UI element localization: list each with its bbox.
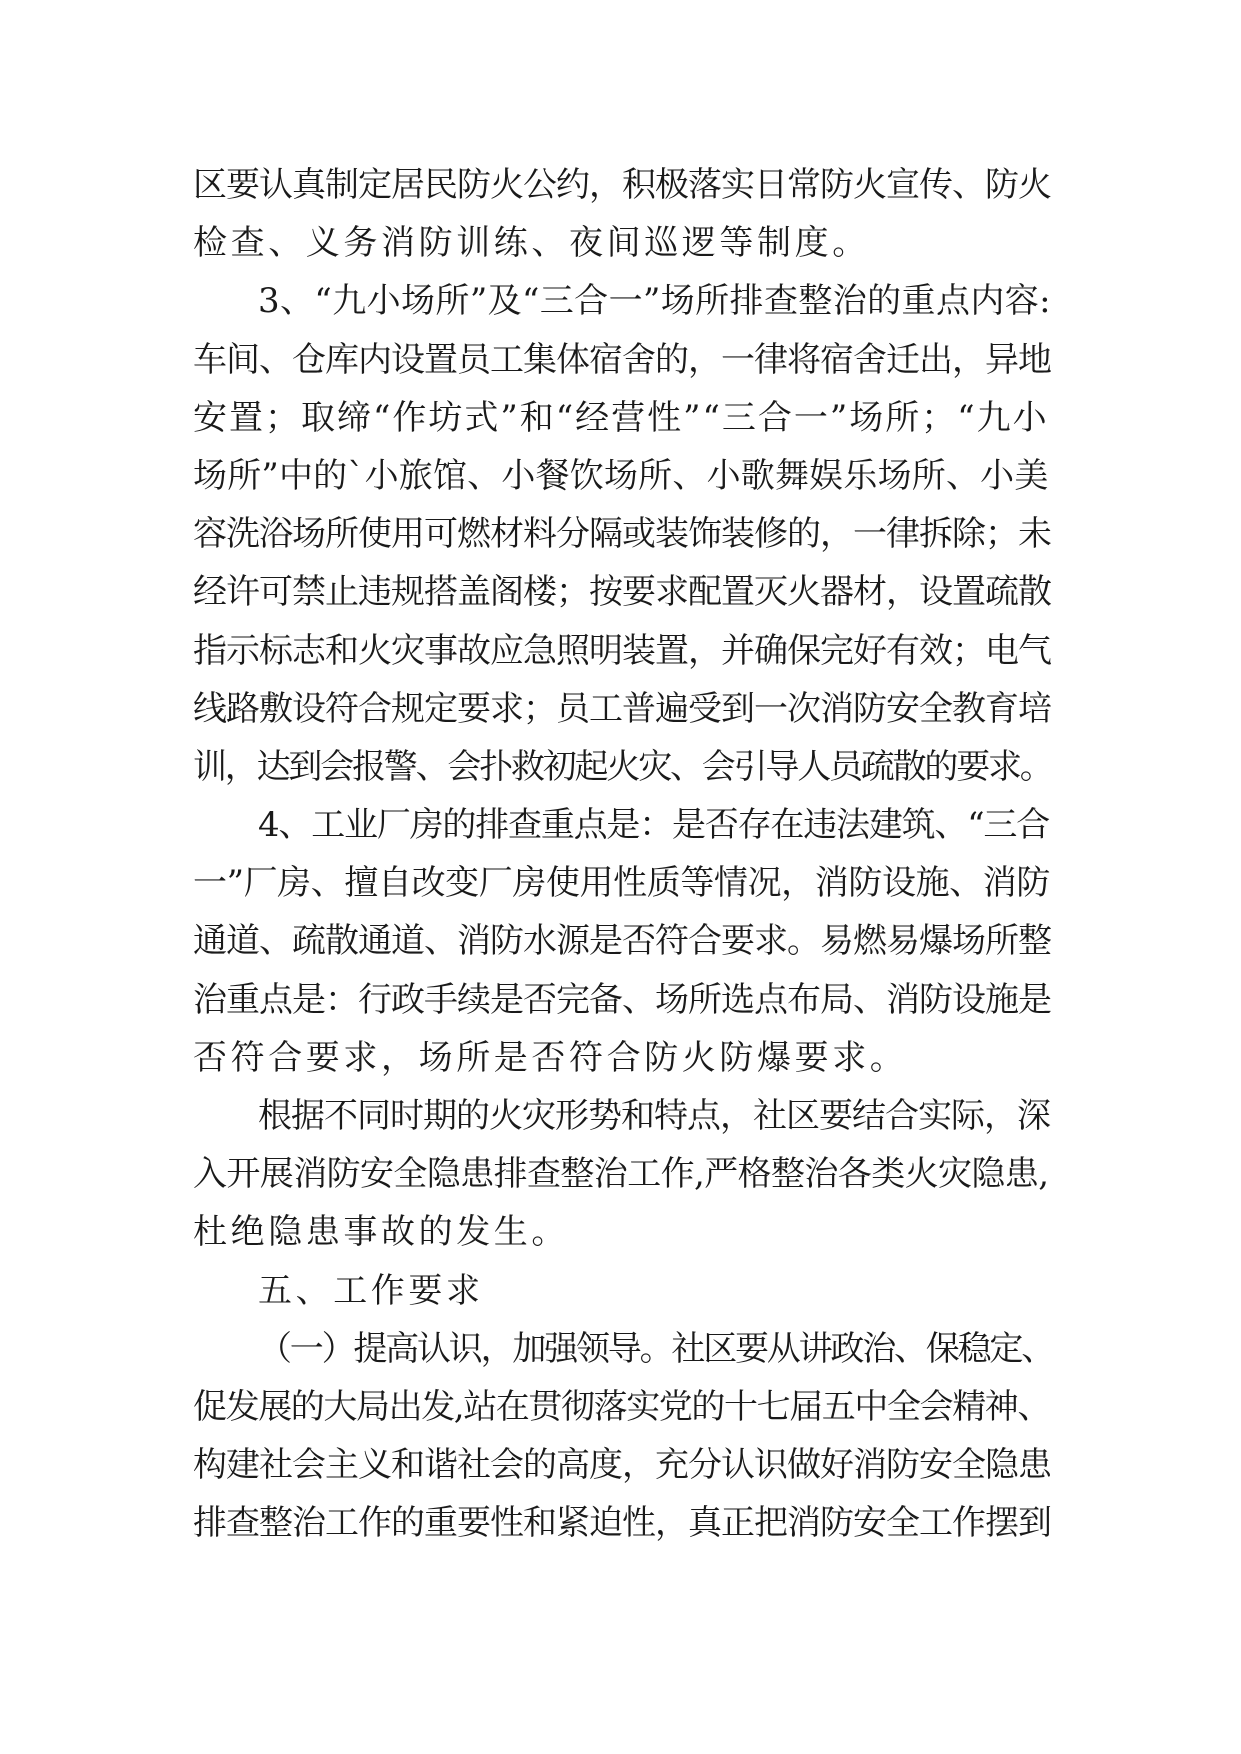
text-line: 线路敷设符合规定要求；员工普遍受到一次消防安全教育培 (193, 688, 1051, 729)
text-line: 训，达到会报警、会扑救初起火灾、会引导人员疏散的要求。 (193, 746, 1052, 787)
text-line: 4、工业厂房的排查重点是：是否存在违法建筑、“三合 (258, 805, 1050, 846)
text-line: 检查、义务消防训练、夜间巡逻等制度。 (193, 223, 870, 264)
text-line: 一”厂房、擅自改变厂房使用性质等情况，消防设施、消防 (193, 863, 1050, 904)
text-line: 排查整治工作的重要性和紧迫性，真正把消防安全工作摆到 (193, 1503, 1051, 1544)
text-line: 入开展消防安全隐患排查整治工作,严格整治各类火灾隐患, (193, 1154, 1049, 1195)
text-line: 经许可禁止违规搭盖阁楼；按要求配置灭火器材，设置疏散 (193, 572, 1051, 613)
body-text (193, 156, 1053, 1553)
text-line: （一）提高认识，加强领导。社区要从讲政治、保稳定、 (258, 1328, 1053, 1369)
text-line: 车间、仓库内设置员工集体宿舍的，一律将宿舍迁出，异地 (193, 339, 1051, 380)
text-line: 场所”中的`小旅馆、小餐饮场所、小歌舞娱乐场所、小美 (193, 455, 1049, 496)
text-line: 容洗浴场所使用可燃材料分隔或装饰装修的，一律拆除；未 (193, 514, 1051, 555)
text-line: 构建社会主义和谐社会的高度，充分认识做好消防安全隐患 (193, 1445, 1051, 1486)
text-line: 促发展的大局出发,站在贯彻落实党的十七届五中全会精神、 (193, 1386, 1051, 1427)
section-heading: 五、工作要求 (258, 1270, 484, 1311)
text-line: 安置；取缔“作坊式”和“经营性”“三合一”场所；“九小 (193, 397, 1049, 438)
text-line: 否符合要求，场所是否符合防火防爆要求。 (193, 1037, 908, 1078)
text-line: 根据不同时期的火灾形势和特点，社区要结合实际，深 (258, 1096, 1050, 1136)
text-line: 通道、疏散通道、消防水源是否符合要求。易燃易爆场所整 (193, 921, 1051, 962)
text-line: 区要认真制定居民防火公约，积极落实日常防火宣传、防火 (193, 165, 1051, 205)
text-line: 杜绝隐患事故的发生。 (193, 1212, 569, 1253)
text-line: 指示标志和火灾事故应急照明装置，并确保完好有效；电气 (193, 630, 1051, 671)
text-line: 治重点是：行政手续是否完备、场所选点布局、消防设施是 (193, 979, 1051, 1020)
text-line: 3、“九小场所”及“三合一”场所排查整治的重点内容: (258, 281, 1052, 322)
